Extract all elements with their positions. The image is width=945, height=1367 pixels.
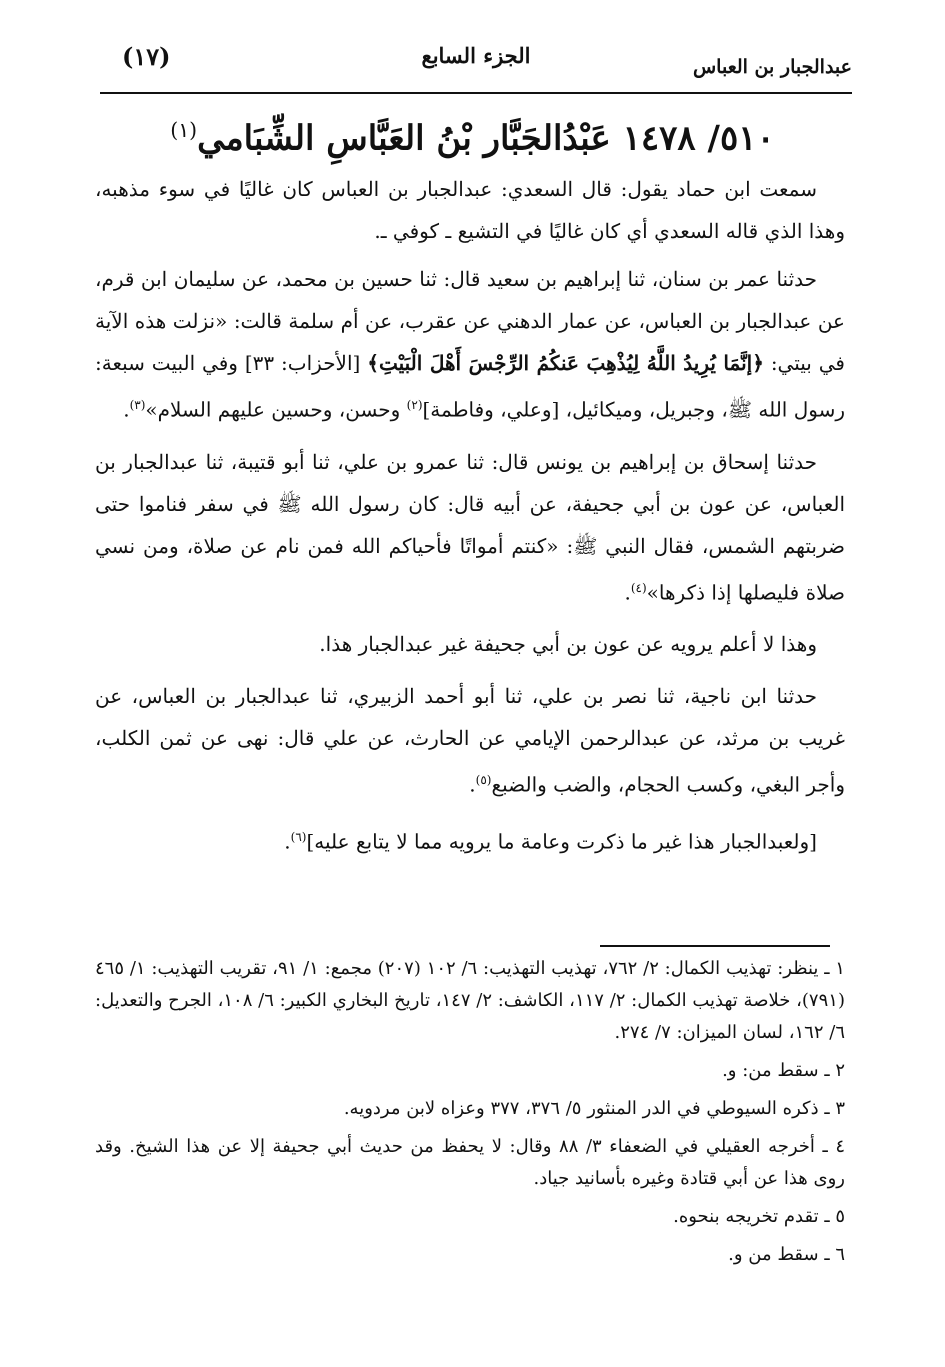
header-rule <box>100 92 852 94</box>
paragraph-1-text: سمعت ابن حماد يقول: قال السعدي: عبدالجبار بن العباس كان غاليًا في سوء مذهبه، وهذا الذي قاله السعدي أي كان غاليًا في التشيع ـ كوفي ـ. <box>95 177 845 243</box>
paragraph-2 <box>95 258 845 431</box>
paragraph-4-text: وهذا لا أعلم يرويه عن عون بن أبي جحيفة غير عبدالجبار هذا. <box>319 632 817 657</box>
entry-title-text: ٥١٠/ ١٤٧٨ عَبْدُالجَبَّار بْنُ العَبَّاسِ الشِّبَامي <box>197 118 775 159</box>
paragraph-3-text: حدثنا إسحاق بن إبراهيم بن يونس قال: ثنا عمرو بن علي، ثنا أبو قتيبة، ثنا عبدالجبار بن العباس، عن عون بن أبي جحيفة، عن أبيه قال: كان رسول الله ﷺ في سفر فناموا حتى ضربتهم الشمس، فقال النبي ﷺ: «كنتم أمواتًا فأحياكم الله فمن نام عن صلاة، ومن نسي صلاة فليصلها إذا ذكرها» <box>95 449 845 605</box>
paragraph-2-text: حدثنا عمر بن سنان، ثنا إبراهيم بن سعيد قال: ثنا حسين بن محمد، عن سليمان ابن قرم، عن عبدالجبار بن العباس، عن عمار الدهني عن عقرب، عن أم سلمة قالت: «نزلت هذه الآية في بيتي: <box>95 267 845 375</box>
footnote-ref-4: (٤) <box>630 580 647 595</box>
footnote-4: ٤ ـ أخرجه العقيلي في الضعفاء ٣/ ٨٨ وقال: لا يحفظ من حديث أبي جحيفة إلا عن هذا الشيخ. وقد روى هذا عن أبي قتادة وغيره بأسانيد جياد. <box>95 1136 845 1189</box>
footnote-1: ١ ـ ينظر: تهذيب الكمال: ٢/ ٧٦٢، تهذيب التهذيب: ٦/ ١٠٢ (٢٠٧) مجمع: ١/ ٩١، تقريب التهذيب: ١/ ٤٦٥ (٧٩١)، خلاصة تهذيب الكمال: ٢/ ١١٧، الكاشف: ٢/ ١٤٧، تاريخ البخاري الكبير: ٦/ ١٠٨، الجرح والتعديل: ٦/ ١٦٢، لسان الميزان: ٧/ ٢٧٤. <box>95 958 845 1043</box>
paragraph-1 <box>95 168 845 252</box>
footnote-ref-2: (٢) <box>406 398 423 412</box>
paragraph-6-text: [ولعبدالجبار هذا غير ما ذكرت وعامة ما يرويه مما لا يتابع عليه] <box>306 829 817 854</box>
footnotes <box>95 953 845 1277</box>
running-head-volume: الجزء السابع <box>421 43 531 68</box>
paragraph-4 <box>95 623 845 665</box>
paragraph-2-text-after: [الأحزاب: ٣٣] وفي البيت سبعة: رسول الله ﷺ، وجبريل، وميكائيل، [وعلي، وفاطمة] <box>95 351 845 422</box>
paragraph-3 <box>95 441 845 614</box>
paragraph-6-tail: . <box>284 829 291 854</box>
footnote-6: ٦ ـ سقط من و. <box>728 1244 845 1265</box>
running-head-entry: عبدالجبار بن العباس <box>692 56 852 78</box>
paragraph-2-text-end: وحسن، وحسين عليهم السلام» <box>145 397 407 422</box>
paragraph-5-text: حدثنا ابن ناجية، ثنا نصر بن علي، ثنا أبو أحمد الزبيري، ثنا عبدالجبار بن العباس، عن غريب بن مرثد، عن عبدالرحمن الإيامي عن الحارث، عن علي قال: نهى عن ثمن الكلب، وأجر البغي، وكسب الحجام، والضب والضبع <box>95 684 845 797</box>
paragraph-6 <box>95 816 845 863</box>
footnote-ref-5: (٥) <box>475 773 492 788</box>
entry-title <box>100 108 845 160</box>
footnote-3: ٣ ـ ذكره السيوطي في الدر المنثور ٥/ ٣٧٦، ٣٧٧ وعزاه لابن مردويه. <box>343 1098 845 1119</box>
page-number: (١٧) <box>122 42 171 71</box>
paragraph-5 <box>95 675 845 806</box>
paragraph-3-tail: . <box>624 580 631 605</box>
quran-verse: ﴿إنَّمَا يُرِيدُ اللَّهُ لِيُذْهِبَ عَنكُمُ الرِّجْسَ أَهْلَ الْبَيْتِ﴾ <box>367 351 764 375</box>
body-text <box>95 168 845 873</box>
footnote-separator <box>600 945 830 947</box>
footnote-ref-6: (٦) <box>290 829 307 844</box>
footnote-2: ٢ ـ سقط من: و. <box>722 1060 845 1081</box>
paragraph-2-tail: . <box>123 397 130 422</box>
page-header <box>100 38 852 94</box>
footnote-5: ٥ ـ تقدم تخريجه بنحوه. <box>673 1206 845 1227</box>
paragraph-5-tail: . <box>469 772 476 797</box>
footnote-ref-3: (٣) <box>129 398 146 412</box>
title-footnote-ref: (١) <box>170 118 198 142</box>
